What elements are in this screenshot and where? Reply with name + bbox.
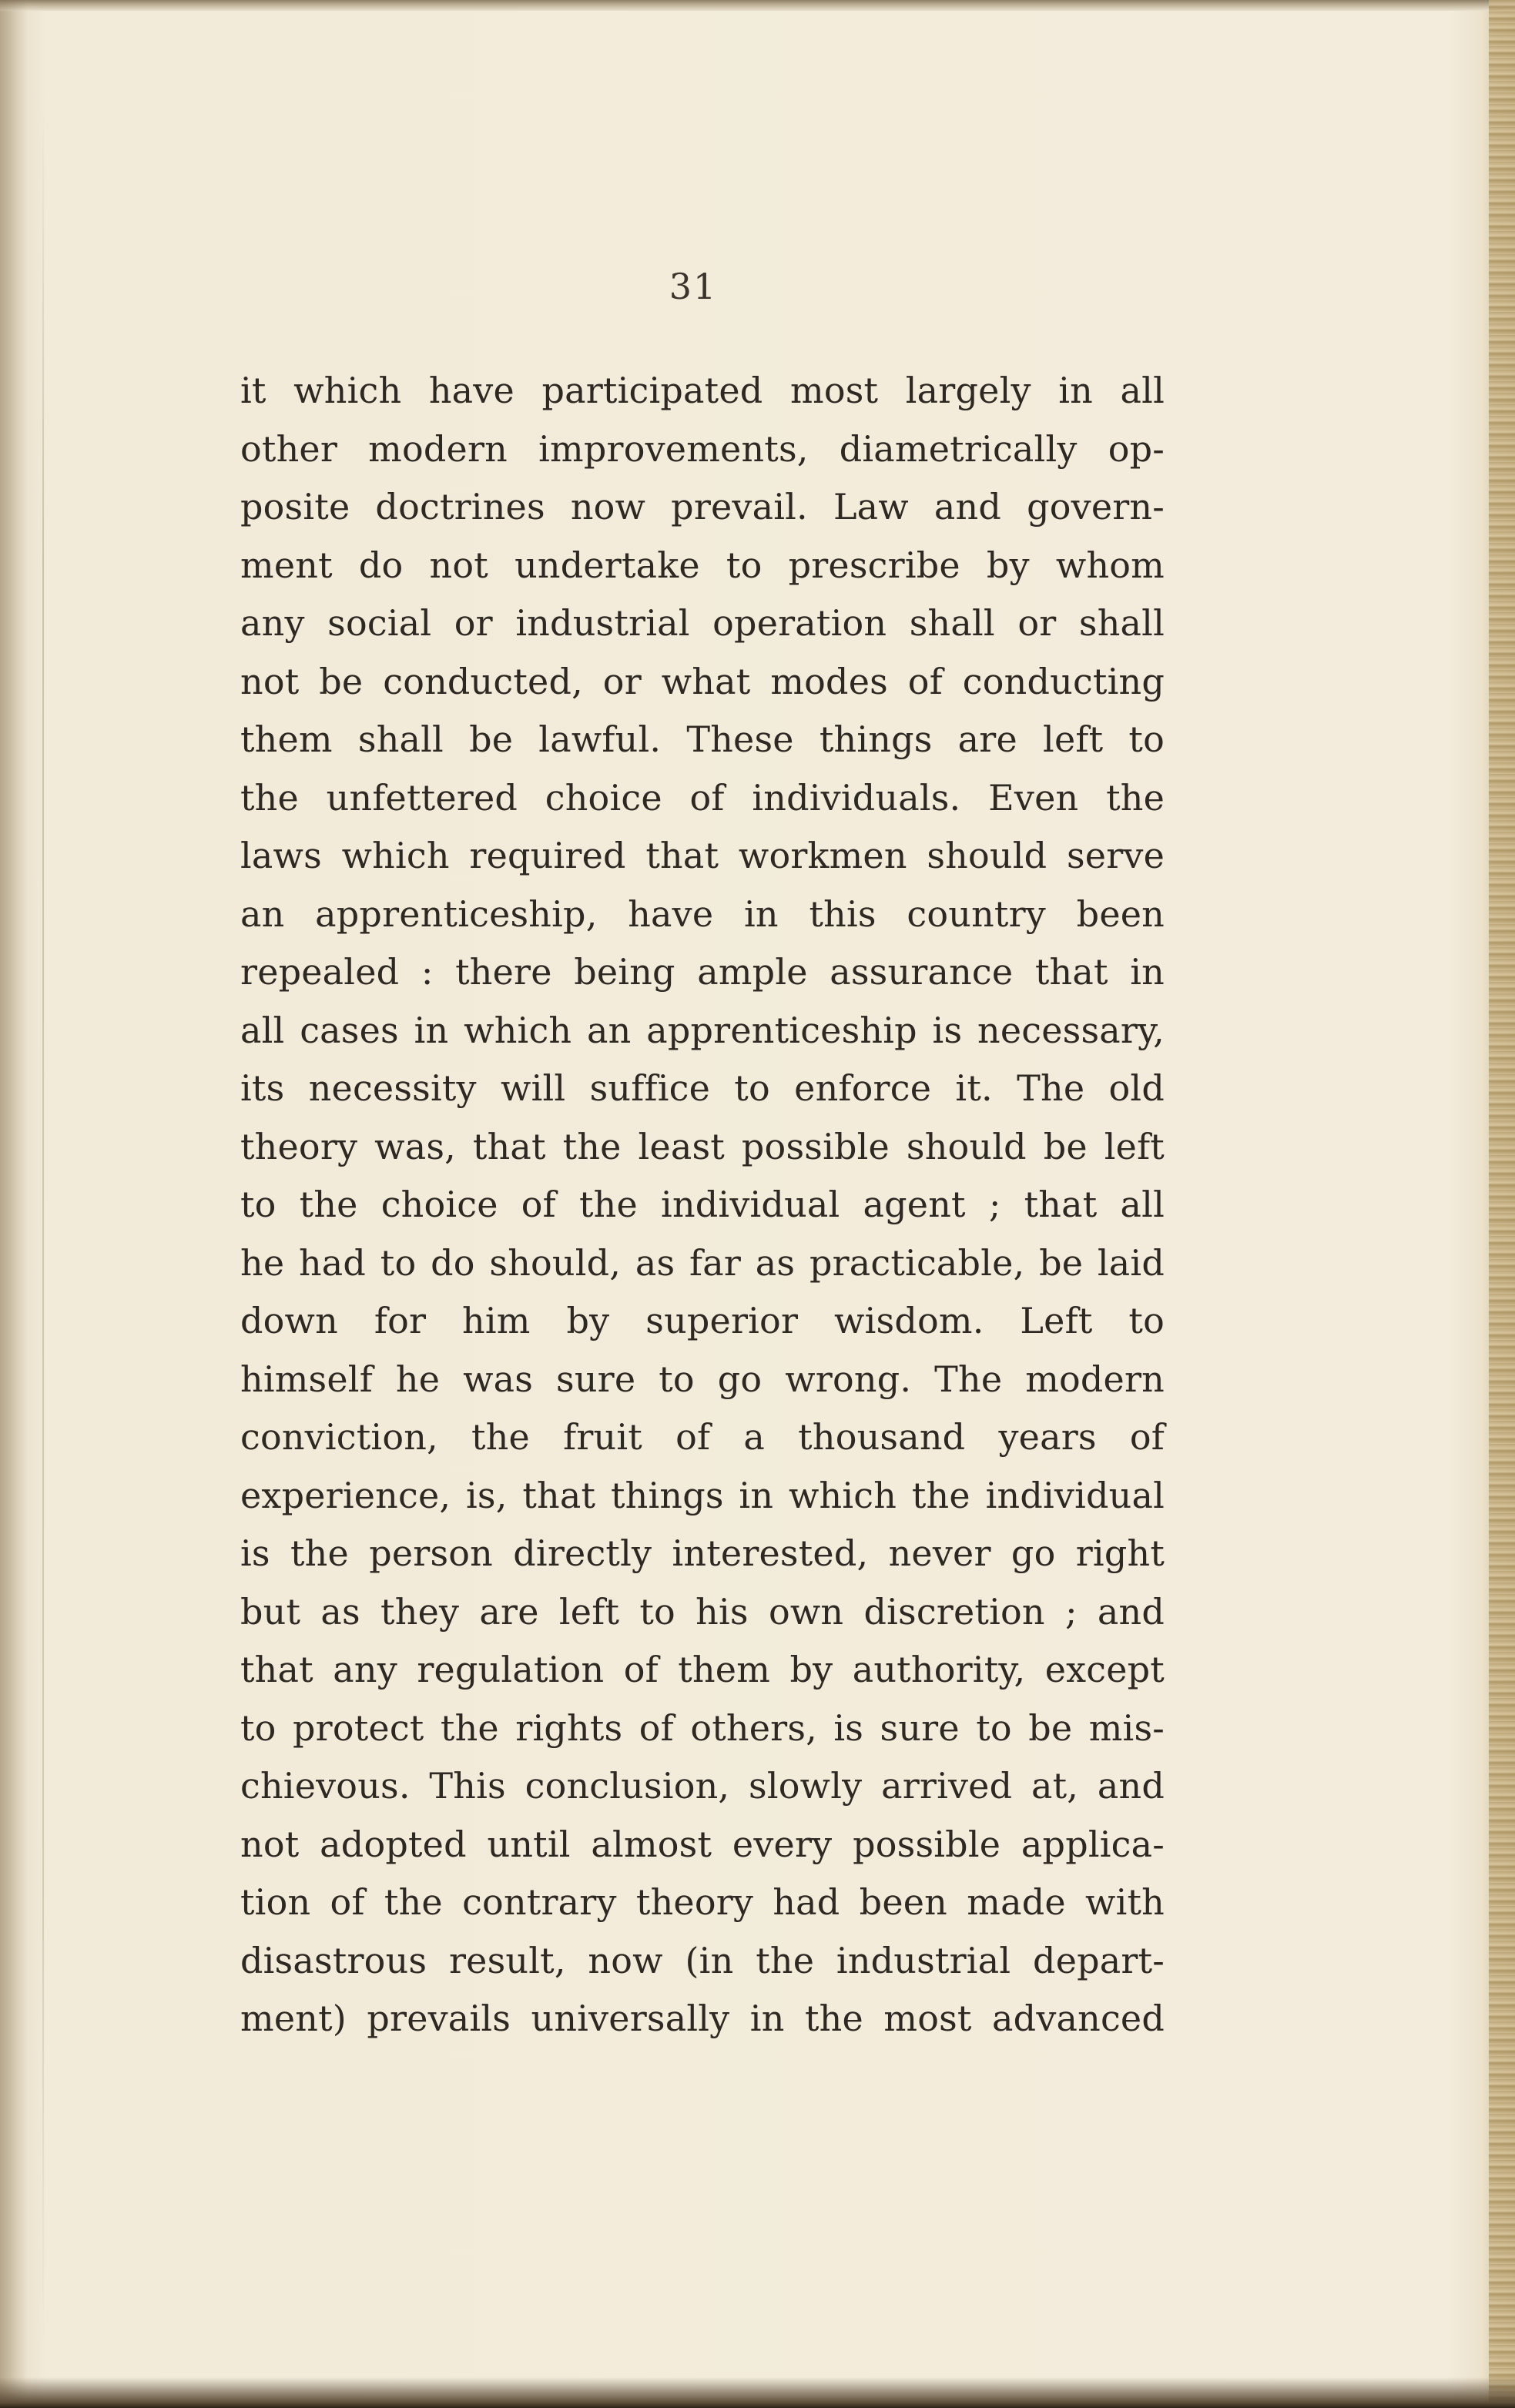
text-line: he had to do should, as far as practicable, be laid	[240, 1241, 1165, 1284]
gutter-line	[42, 108, 44, 2341]
text-line: an apprenticeship, have in this country been	[240, 893, 1165, 935]
page-fore-edge	[1489, 0, 1515, 2408]
text-line: but as they are left to his own discretion ; and	[240, 1590, 1165, 1633]
text-line: to protect the rights of others, is sure to be mis-	[240, 1706, 1165, 1749]
text-line: experience, is, that things in which the individual	[240, 1474, 1165, 1516]
page-gutter-shadow	[0, 0, 28, 2408]
text-line: it which have participated most largely in all	[240, 370, 1165, 411]
text-line: disastrous result, now (in the industrial depart-	[240, 1939, 1165, 1981]
text-line: posite doctrines now prevail. Law and govern-	[240, 486, 1165, 527]
text-line: conviction, the fruit of a thousand years of	[240, 1416, 1165, 1458]
text-line: theory was, that the least possible should be left	[240, 1125, 1165, 1167]
text-line: ment do not undertake to prescribe by whom	[240, 544, 1165, 586]
text-line: not be conducted, or what modes of conducting	[240, 660, 1165, 702]
text-line: chievous. This conclusion, slowly arrived at, and	[240, 1765, 1165, 1807]
text-line: not adopted until almost every possible applica-	[240, 1823, 1165, 1865]
text-line: the unfettered choice of individuals. Even the	[240, 776, 1165, 819]
text-line: laws which required that workmen should serve	[240, 835, 1165, 876]
page-bottom-edge	[0, 2377, 1515, 2408]
text-line: tion of the contrary theory had been made with	[240, 1881, 1165, 1923]
text-line: down for him by superior wisdom. Left to	[240, 1300, 1165, 1341]
text-line: other modern improvements, diametrically op-	[240, 427, 1165, 470]
text-line: ment) prevails universally in the most advanced	[240, 1998, 1165, 2039]
text-line: any social or industrial operation shall or shall	[240, 602, 1165, 644]
text-line: repealed : there being ample assurance that in	[240, 951, 1165, 993]
body-text	[240, 362, 1165, 2048]
page-top-edge	[0, 0, 1515, 11]
text-line: them shall be lawful. These things are left to	[240, 718, 1165, 760]
text-line: that any regulation of them by authority, except	[240, 1649, 1165, 1690]
page-number: 31	[669, 266, 718, 307]
text-line: himself he was sure to go wrong. The modern	[240, 1358, 1165, 1400]
text-line: to the choice of the individual agent ; that all	[240, 1184, 1165, 1225]
text-line: all cases in which an apprenticeship is necessary,	[240, 1009, 1165, 1051]
text-line: is the person directly interested, never go right	[240, 1532, 1165, 1574]
text-line: its necessity will suffice to enforce it. The old	[240, 1067, 1165, 1109]
